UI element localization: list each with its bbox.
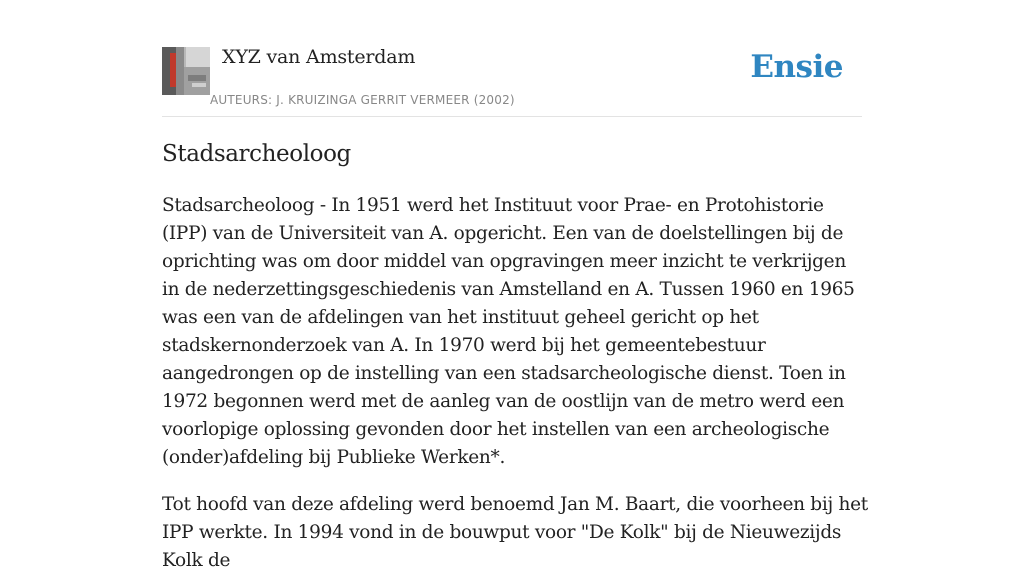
book-cover-icon[interactable] — [162, 47, 210, 95]
source-title[interactable]: XYZ van Amsterdam — [222, 46, 416, 68]
brand-logo[interactable]: Ensie — [750, 49, 843, 85]
entry-header — [162, 46, 862, 117]
article-paragraph: Tot hoofd van deze afdeling werd benoemd Jan M. Baart, die voorheen bij het IPP werkte. In 1994 vond in de bouwput voor "De Kolk" bij de Nieuwezijds Kolk de — [162, 494, 868, 571]
authors-label: AUTEURS: J. KRUIZINGA GERRIT VERMEER (2002) — [210, 93, 515, 107]
article-paragraph: Stadsarcheoloog - In 1951 werd het Instituut voor Prae- en Protohistorie (IPP) van de Universiteit van A. opgericht. Een van de doelstellingen bij de oprichting was om door middel van opgravingen meer inzicht te verkrijgen in de nederzettingsgeschiedenis van Amstelland en A. Tussen 1960 en 1965 was een van de afdelingen van het instituut geheel gericht op het stadskernonderzoek van A. In 1970 werd bij het gemeentebestuur aangedrongen op de instelling van een stadsarcheologische dienst. Toen in 1972 begonnen werd met de aanleg van de oostlijn van de metro werd een voorlopige oplossing gevonden door het instellen van een archeologische (onder)afdeling bij Publieke Werken*. — [162, 195, 855, 468]
page-title: Stadsarcheoloog — [162, 141, 351, 167]
article — [162, 138, 868, 575]
